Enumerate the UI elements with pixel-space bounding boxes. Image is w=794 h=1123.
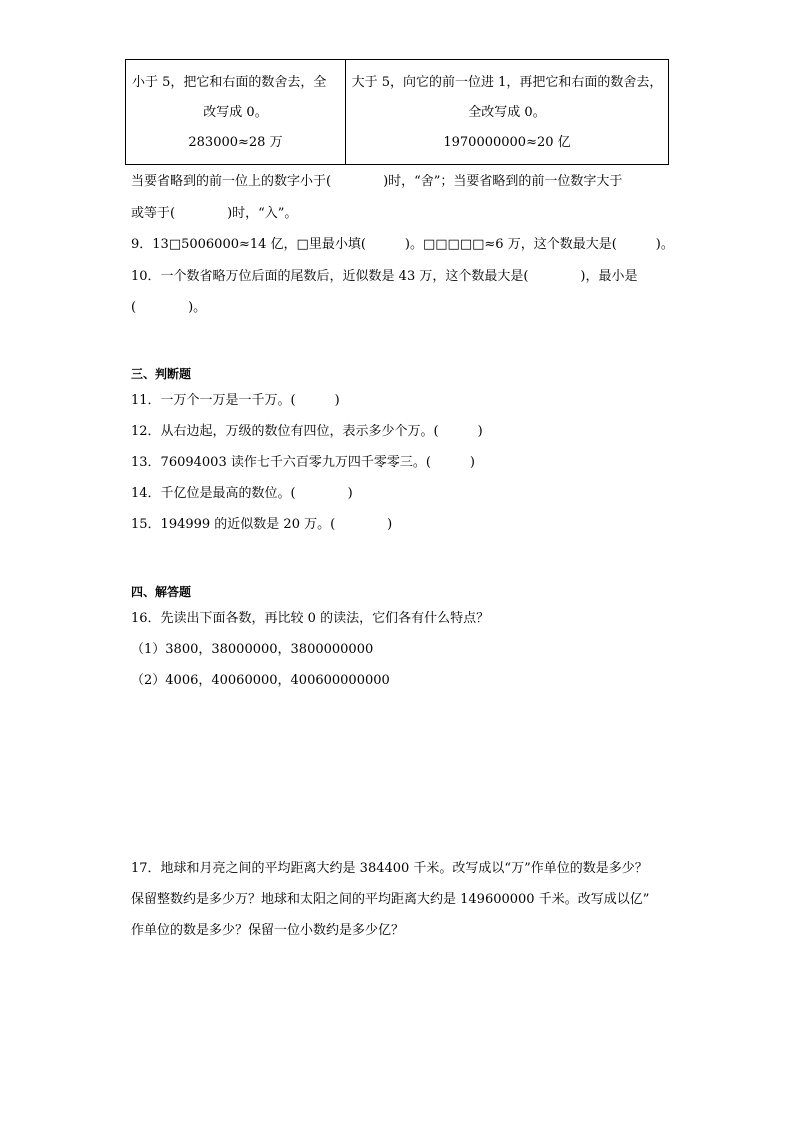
rule-cell-greater-than-5: [346, 60, 669, 165]
rule-right-line2: 全改写成 0。: [468, 105, 546, 120]
q12: 12．从右边起，万级的数位有四位，表示多少个万。( ): [131, 424, 483, 439]
rule-right-example: 1970000000≈20 亿: [443, 135, 571, 150]
rounding-rule-table: [125, 59, 669, 165]
rule-left-line2: 改写成 0。: [203, 105, 268, 120]
q17-line3: 作单位的数是多少？保留一位小数约是多少亿？: [131, 923, 405, 938]
q16-part1: （1）3800，38000000，3800000000: [131, 642, 374, 657]
q8-line1: 当要省略到的前一位上的数字小于( )时，“舍”；当要省略到的前一位数字大于: [131, 174, 623, 189]
q15: 15．194999 的近似数是 20 万。( ): [131, 517, 393, 532]
q13: 13．76094003 读作七千六百零九万四千零零三。( ): [131, 455, 475, 470]
rule-cell-less-than-5: [126, 60, 346, 165]
q11: 11．一万个一万是一千万。( ): [131, 393, 340, 408]
q17-line1: 17．地球和月亮之间的平均距离大约是 384400 千米。改写成以“万”作单位的数是多少？: [131, 861, 648, 876]
rule-left-line1: 小于 5，把它和右面的数舍去，全: [132, 75, 327, 90]
rule-right-line1: 大于 5，向它的前一位进 1，再把它和右面的数舍去，: [351, 75, 663, 90]
section4-heading: 四、解答题: [131, 585, 192, 599]
q14: 14．千亿位是最高的数位。( ): [131, 486, 353, 501]
q10-line1: 10．一个数省略万位后面的尾数后，近似数是 43 万，这个数最大是( )，最小是: [131, 269, 638, 284]
q17-line2: 保留整数约是多少万？地球和太阳之间的平均距离大约是 149600000 千米。改写成以亿”: [131, 892, 650, 907]
q8-line2: 或等于( )时，“入”。: [131, 206, 298, 221]
rule-left-example: 283000≈28 万: [188, 135, 283, 150]
q16-part2: （2）4006，40060000，400600000000: [131, 673, 390, 688]
q16-stem: 16．先读出下面各数，再比较 0 的读法，它们各有什么特点？: [131, 611, 490, 626]
q10-line2: ( )。: [131, 300, 207, 315]
section3-heading: 三、判断题: [131, 367, 192, 381]
q9: 9．13□5006000≈14 亿，□里最小填( )。□□□□□≈6 万，这个数最大是( )。: [131, 237, 674, 252]
